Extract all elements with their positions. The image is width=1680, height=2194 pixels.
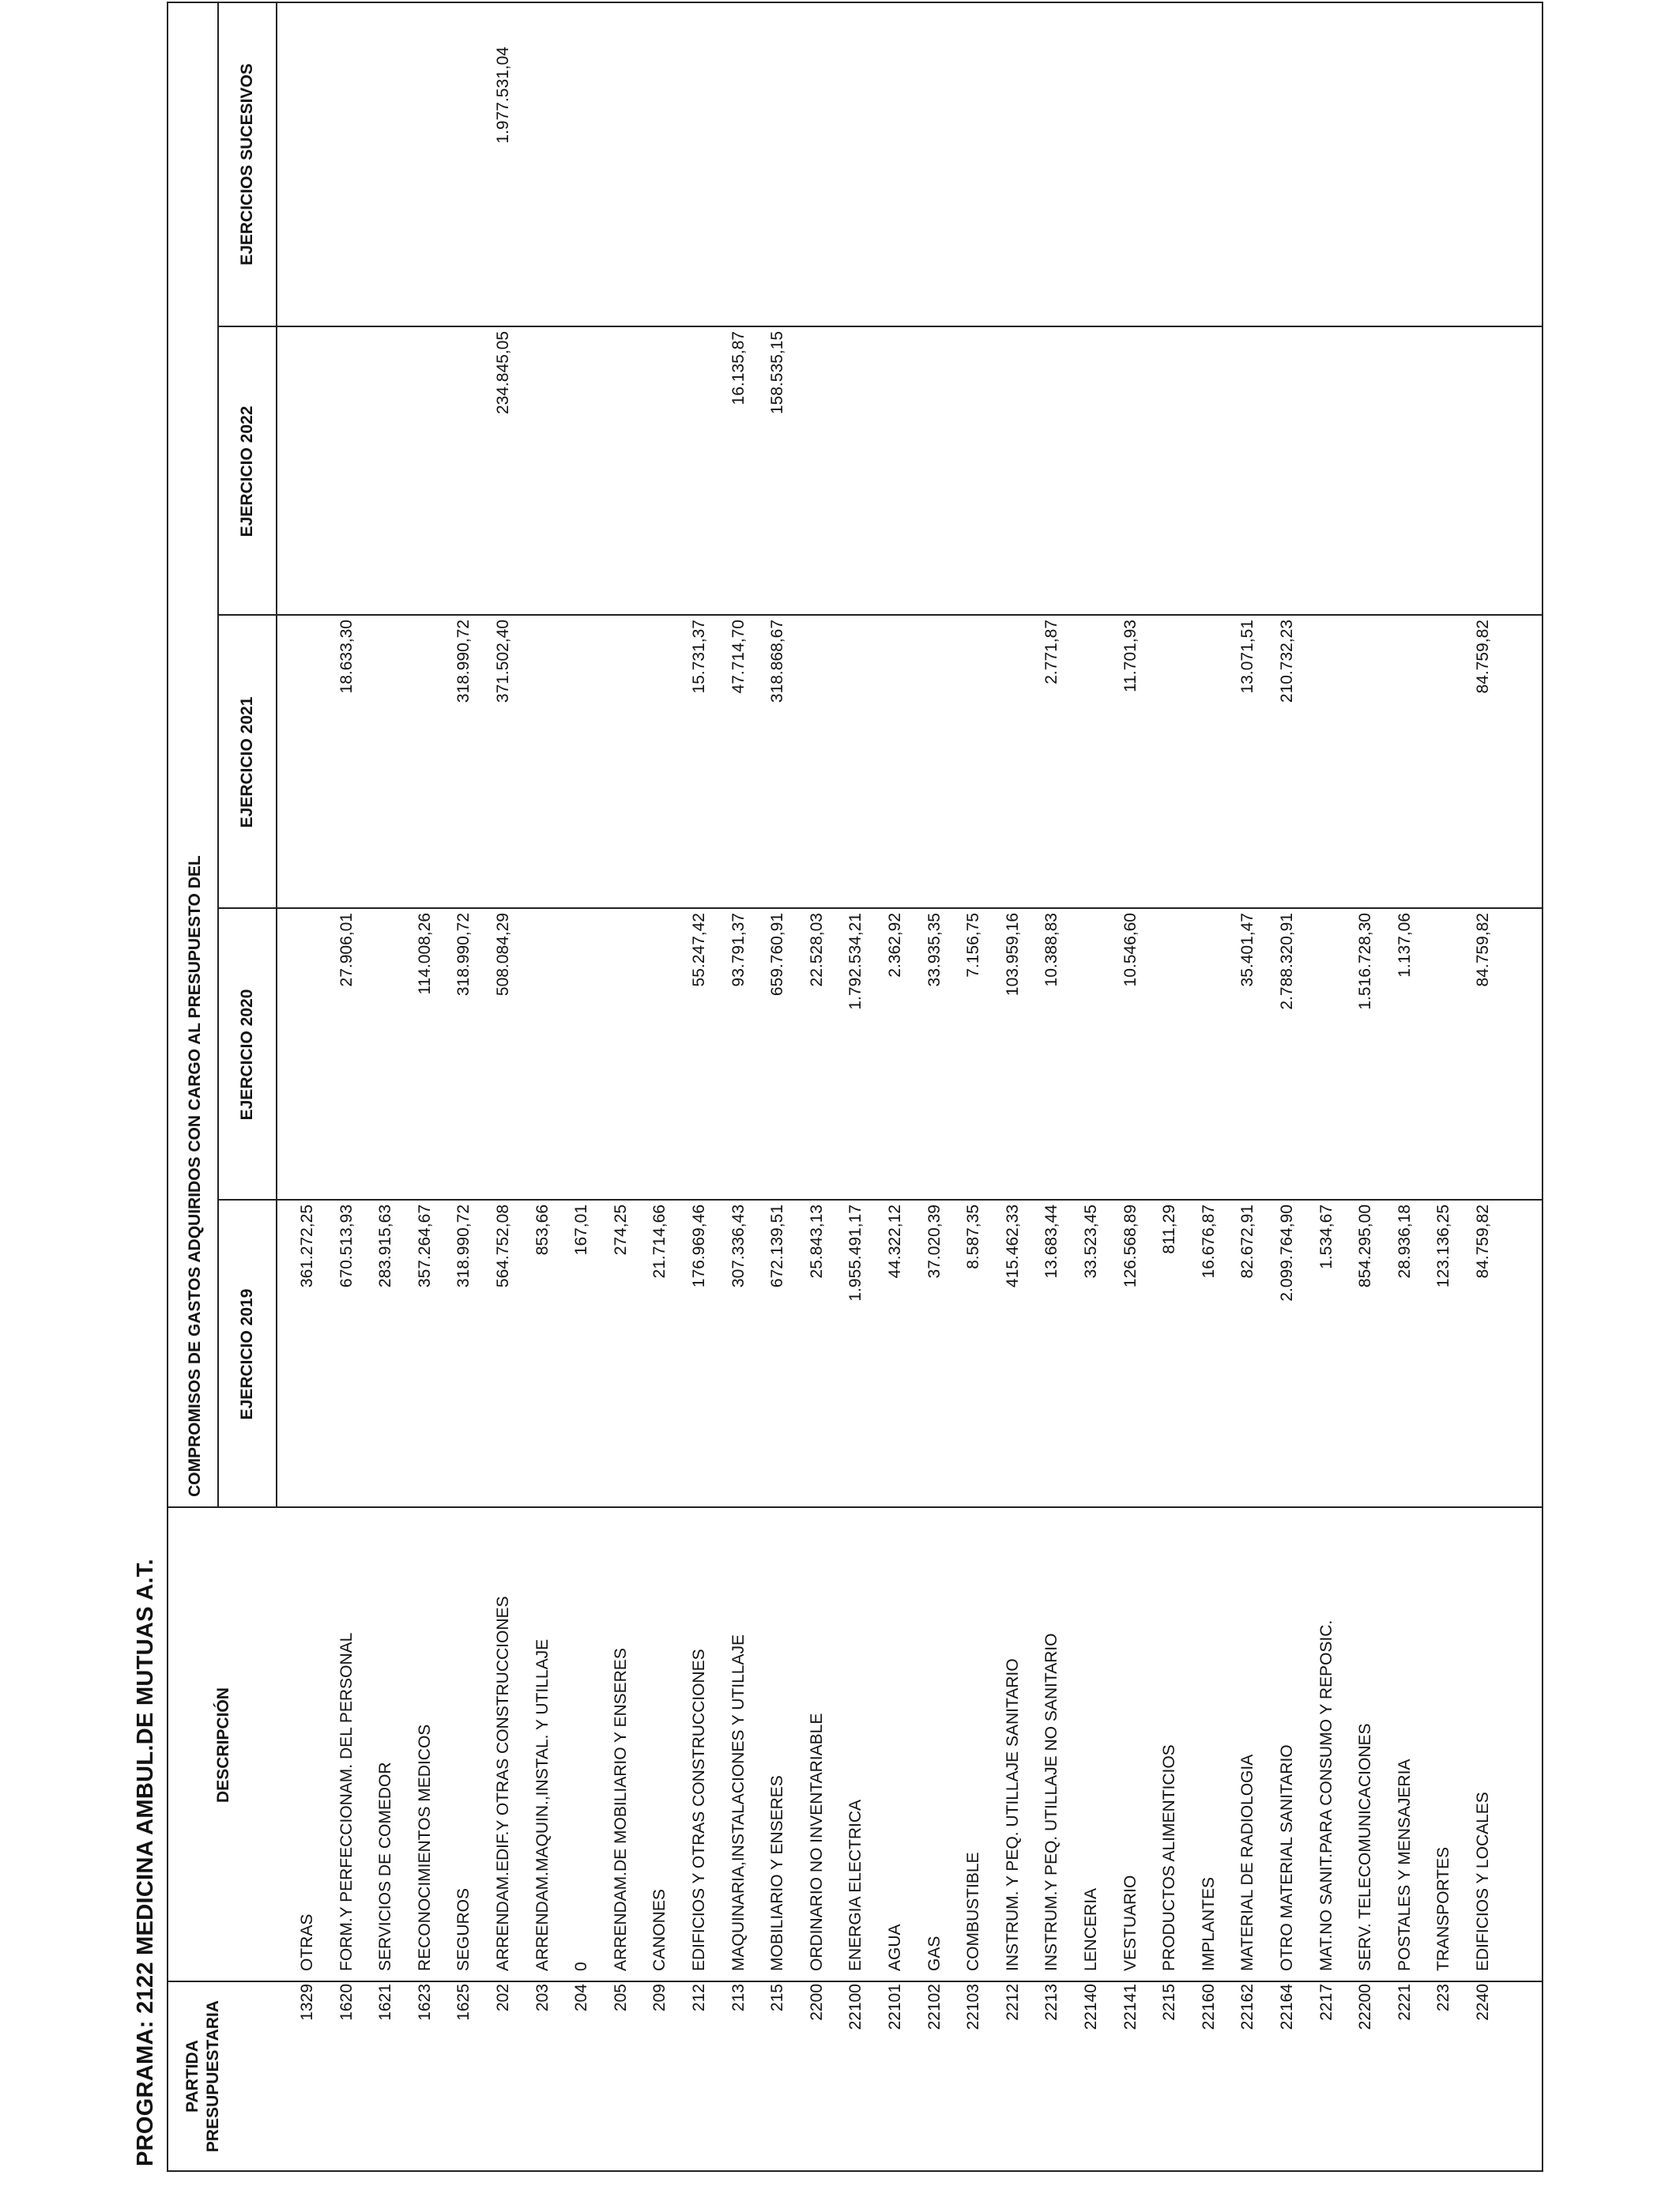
table-row	[905, 3, 944, 2170]
ejercicio-2020-cell: 103.959,16	[1003, 913, 1022, 997]
description-cell: POSTALES Y MENSAJERIA	[1395, 1759, 1414, 1971]
header-partida-line2: PRESUPUESTARIA	[204, 2000, 222, 2153]
table-row	[826, 3, 865, 2170]
ejercicio-2021-cell: 210.732,23	[1278, 620, 1296, 703]
ejercicio-2020-cell: 659.760,91	[768, 913, 787, 997]
partida-cell: 1329	[298, 1984, 316, 2021]
ejercicio-2021-cell: 318.990,72	[454, 620, 473, 703]
partida-cell: 22200	[1356, 1984, 1375, 2030]
ejercicio-2019-cell: 672.139,51	[768, 1204, 787, 1288]
table-row	[356, 3, 395, 2170]
description-cell: CANONES	[650, 1889, 669, 1971]
table-row	[630, 3, 669, 2170]
table-row	[1061, 3, 1101, 2170]
description-cell: EDIFICIOS Y LOCALES	[1474, 1792, 1492, 1971]
table-row	[434, 3, 473, 2170]
ejercicio-2020-cell: 84.759,82	[1474, 913, 1492, 987]
partida-cell: 203	[533, 1984, 552, 2012]
ejercicio-2019-cell: 123.136,25	[1434, 1204, 1453, 1288]
ejercicio-2020-cell: 10.546,60	[1121, 913, 1139, 987]
ejercicio-2021-cell: 2.771,87	[1042, 620, 1061, 684]
ejercicio-2019-cell: 357.264,67	[415, 1204, 434, 1288]
ejercicio-2019-cell: 82.672,91	[1238, 1204, 1257, 1279]
partida-cell: 22102	[925, 1984, 944, 2030]
commitments-table	[167, 2, 1543, 2172]
header-partida	[183, 1982, 224, 2170]
partida-cell: 22101	[886, 1984, 904, 2030]
partida-cell: 22164	[1278, 1984, 1296, 2030]
ejercicio-2020-cell: 508.084,29	[494, 913, 512, 997]
ejercicio-2020-cell: 27.906,01	[337, 913, 356, 987]
table-row	[1453, 3, 1493, 2170]
description-cell: VESTUARIO	[1121, 1875, 1139, 1971]
partida-cell: 2215	[1160, 1984, 1179, 2021]
ejercicio-2020-cell: 35.401,47	[1238, 913, 1257, 987]
ejercicio-2019-cell: 25.843,13	[807, 1204, 826, 1279]
ejercicio-2020-cell: 114.008,26	[415, 913, 434, 995]
description-cell: ARRENDAM.EDIF.Y OTRAS CONSTRUCCIONES	[494, 1596, 512, 1971]
ejercicio-2019-cell: 13.683,44	[1042, 1204, 1061, 1279]
table-row	[1414, 3, 1453, 2170]
ejercicio-2020-cell: 1.792.534,21	[846, 913, 865, 1010]
table-row	[1297, 3, 1336, 2170]
ejercicio-2019-cell: 167,01	[572, 1204, 591, 1256]
table-row	[395, 3, 435, 2170]
header-ejercicio-2022: EJERCICIO 2022	[238, 405, 256, 537]
ejercicio-2020-cell: 93.791,37	[729, 913, 748, 987]
table-row	[983, 3, 1023, 2170]
ejercicio-2019-cell: 274,25	[611, 1204, 630, 1256]
ejercicio-2019-cell: 853,66	[533, 1204, 552, 1256]
ejercicio-2021-cell: 371.502,40	[494, 620, 512, 703]
partida-cell: 1621	[376, 1984, 395, 2021]
ejercicio-2020-cell: 1.516.728,30	[1356, 913, 1375, 1010]
partida-cell: 1625	[454, 1984, 473, 2021]
description-cell: TRANSPORTES	[1434, 1846, 1453, 1971]
table-row	[787, 3, 827, 2170]
table-row	[1139, 3, 1179, 2170]
description-cell: ARRENDAM.MAQUIN.,INSTAL. Y UTILLAJE	[533, 1638, 552, 1971]
partida-cell: 205	[611, 1984, 630, 2012]
partida-cell: 223	[1434, 1984, 1453, 2012]
description-cell: INSTRUM. Y PEQ. UTILLAJE SANITARIO	[1003, 1658, 1022, 1971]
ejercicio-2020-cell: 2.788.320,91	[1278, 913, 1296, 1010]
table-row	[552, 3, 591, 2170]
ejercicios-sucesivos-cell: 1.977.531,04	[494, 47, 512, 144]
description-cell: RECONOCIMIENTOS MEDICOS	[415, 1724, 434, 1971]
description-cell: PRODUCTOS ALIMENTICIOS	[1160, 1744, 1179, 1971]
table-row	[748, 3, 787, 2170]
table-row	[1335, 3, 1375, 2170]
description-cell: OTRAS	[298, 1913, 316, 1971]
partida-cell: 2213	[1042, 1984, 1061, 2021]
partida-cell: 22141	[1121, 1984, 1139, 2030]
ejercicio-2019-cell: 415.462,33	[1003, 1204, 1022, 1288]
ejercicio-2019-cell: 28.936,18	[1395, 1204, 1414, 1279]
table-row	[473, 3, 513, 2170]
ejercicio-2019-cell: 126.568,89	[1121, 1204, 1139, 1288]
partida-cell: 212	[690, 1984, 708, 2012]
ejercicio-2021-cell: 18.633,30	[337, 620, 356, 694]
partida-cell: 22160	[1199, 1984, 1218, 2030]
table-row	[1022, 3, 1061, 2170]
ejercicio-2019-cell: 854.295,00	[1356, 1204, 1375, 1288]
description-cell: MAT.NO SANIT.PARA CONSUMO Y REPOSIC.	[1317, 1619, 1335, 1971]
ejercicio-2019-cell: 44.322,12	[886, 1204, 904, 1279]
ejercicio-2019-cell: 318.990,72	[454, 1204, 473, 1288]
ejercicio-2019-cell: 1.534,67	[1317, 1204, 1335, 1269]
table-row	[1218, 3, 1257, 2170]
partida-cell: 2212	[1003, 1984, 1022, 2021]
header-partida-line1: PARTIDA	[183, 2040, 202, 2113]
partida-cell: 202	[494, 1984, 512, 2012]
table-row	[1257, 3, 1297, 2170]
page-title: PROGRAMA: 2122 MEDICINA AMBUL.DE MUTUAS A.T.	[133, 1559, 158, 2166]
ejercicio-2021-cell: 47.714,70	[729, 620, 748, 694]
header-group: COMPROMISOS DE GASTOS ADQUIRIDOS CON CARGO AL PRESUPUESTO DEL	[186, 855, 204, 1497]
description-cell: FORM.Y PERFECCIONAM. DEL PERSONAL	[337, 1632, 356, 1971]
description-cell: ARRENDAM.DE MOBILIARIO Y ENSERES	[611, 1648, 630, 1971]
table-row	[317, 3, 356, 2170]
header-ejercicio-2021: EJERCICIO 2021	[238, 696, 256, 828]
ejercicio-2019-cell: 8.587,35	[964, 1204, 983, 1269]
partida-cell: 22103	[964, 1984, 983, 2030]
ejercicio-2019-cell: 2.099.764,90	[1278, 1204, 1296, 1302]
ejercicio-2019-cell: 361.272,25	[298, 1204, 316, 1288]
header-ejercicios-sucesivos: EJERCICIOS SUCESIVOS	[238, 63, 256, 266]
partida-cell: 209	[650, 1984, 669, 2012]
ejercicio-2019-cell: 37.020,39	[925, 1204, 944, 1279]
ejercicio-2019-cell: 307.336,43	[729, 1204, 748, 1288]
ejercicio-2019-cell: 176.969,46	[690, 1204, 708, 1288]
description-cell: IMPLANTES	[1199, 1876, 1218, 1971]
description-cell: SEGUROS	[454, 1887, 473, 1971]
partida-cell: 2200	[807, 1984, 826, 2021]
partida-cell: 22100	[846, 1984, 865, 2030]
partida-cell: 2221	[1395, 1984, 1414, 2021]
description-cell: ORDINARIO NO INVENTARIABLE	[807, 1713, 826, 1971]
table-row	[1101, 3, 1140, 2170]
ejercicio-2019-cell: 84.759,82	[1474, 1204, 1492, 1279]
table-row	[944, 3, 983, 2170]
table-row	[669, 3, 709, 2170]
description-cell: MATERIAL DE RADIOLOGIA	[1238, 1754, 1257, 1971]
partida-cell: 1623	[415, 1984, 434, 2021]
ejercicio-2021-cell: 318.868,67	[768, 620, 787, 703]
description-cell: LENCERIA	[1082, 1887, 1100, 1971]
description-cell: EDIFICIOS Y OTRAS CONSTRUCCIONES	[690, 1649, 708, 1971]
header-ejercicio-2020: EJERCICIO 2020	[238, 989, 256, 1121]
description-cell: 0	[572, 1962, 591, 1971]
table-row	[277, 3, 317, 2170]
partida-cell: 1620	[337, 1984, 356, 2021]
header-descripcion: DESCRIPCIÓN	[214, 1687, 232, 1803]
ejercicio-2021-cell: 13.071,51	[1238, 620, 1257, 694]
partida-cell: 2240	[1474, 1984, 1492, 2021]
ejercicio-2022-cell: 158.535,15	[768, 331, 787, 415]
partida-cell: 2217	[1317, 1984, 1335, 2021]
ejercicio-2021-cell: 15.731,37	[690, 620, 708, 694]
partida-cell: 213	[729, 1984, 748, 2012]
ejercicio-2019-cell: 16.676,87	[1199, 1204, 1218, 1279]
ejercicio-2019-cell: 564.752,08	[494, 1204, 512, 1288]
ejercicio-2021-cell: 11.701,93	[1121, 620, 1139, 692]
description-cell: MOBILIARIO Y ENSERES	[768, 1775, 787, 1971]
partida-cell: 22162	[1238, 1984, 1257, 2030]
partida-cell: 215	[768, 1984, 787, 2012]
ejercicio-2020-cell: 55.247,42	[690, 913, 708, 987]
header-ejercicio-2019: EJERCICIO 2019	[238, 1288, 256, 1420]
description-cell: GAS	[925, 1936, 944, 1971]
ejercicio-2019-cell: 33.523,45	[1082, 1204, 1100, 1279]
table-row	[865, 3, 905, 2170]
ejercicio-2022-cell: 234.845,05	[494, 331, 512, 415]
description-cell: INSTRUM.Y PEQ. UTILLAJE NO SANITARIO	[1042, 1633, 1061, 1971]
table-row	[513, 3, 552, 2170]
ejercicio-2020-cell: 1.137,06	[1395, 913, 1414, 978]
ejercicio-2019-cell: 283.915,63	[376, 1204, 395, 1288]
ejercicio-2019-cell: 21.714,66	[650, 1204, 669, 1279]
table-row	[591, 3, 631, 2170]
ejercicio-2020-cell: 33.935,35	[925, 913, 944, 987]
ejercicio-2020-cell: 2.362,92	[886, 913, 904, 978]
ejercicio-2020-cell: 7.156,75	[964, 913, 983, 978]
ejercicio-2020-cell: 22.528,03	[807, 913, 826, 987]
partida-cell: 204	[572, 1984, 591, 2012]
description-cell: ENERGIA ELECTRICA	[846, 1799, 865, 1971]
table-row	[1375, 3, 1414, 2170]
description-cell: SERV. TELECOMUNICACIONES	[1356, 1723, 1375, 1971]
ejercicio-2021-cell: 84.759,82	[1474, 620, 1492, 694]
ejercicio-2022-cell: 16.135,87	[729, 331, 748, 405]
ejercicio-2019-cell: 1.955.491,17	[846, 1204, 865, 1302]
ejercicio-2019-cell: 670.513,93	[337, 1204, 356, 1288]
description-cell: AGUA	[886, 1924, 904, 1971]
table-row	[709, 3, 748, 2170]
ejercicio-2020-cell: 318.990,72	[454, 913, 473, 997]
ejercicio-2019-cell: 811,29	[1160, 1204, 1179, 1254]
description-cell: OTRO MATERIAL SANITARIO	[1278, 1744, 1296, 1971]
table-row	[1179, 3, 1219, 2170]
description-cell: MAQUINARIA,INSTALACIONES Y UTILLAJE	[729, 1634, 748, 1971]
description-cell: COMBUSTIBLE	[964, 1852, 983, 1971]
ejercicio-2020-cell: 10.388,83	[1042, 913, 1061, 987]
description-cell: SERVICIOS DE COMEDOR	[376, 1762, 395, 1971]
partida-cell: 22140	[1082, 1984, 1100, 2030]
header-divider	[217, 3, 219, 1508]
